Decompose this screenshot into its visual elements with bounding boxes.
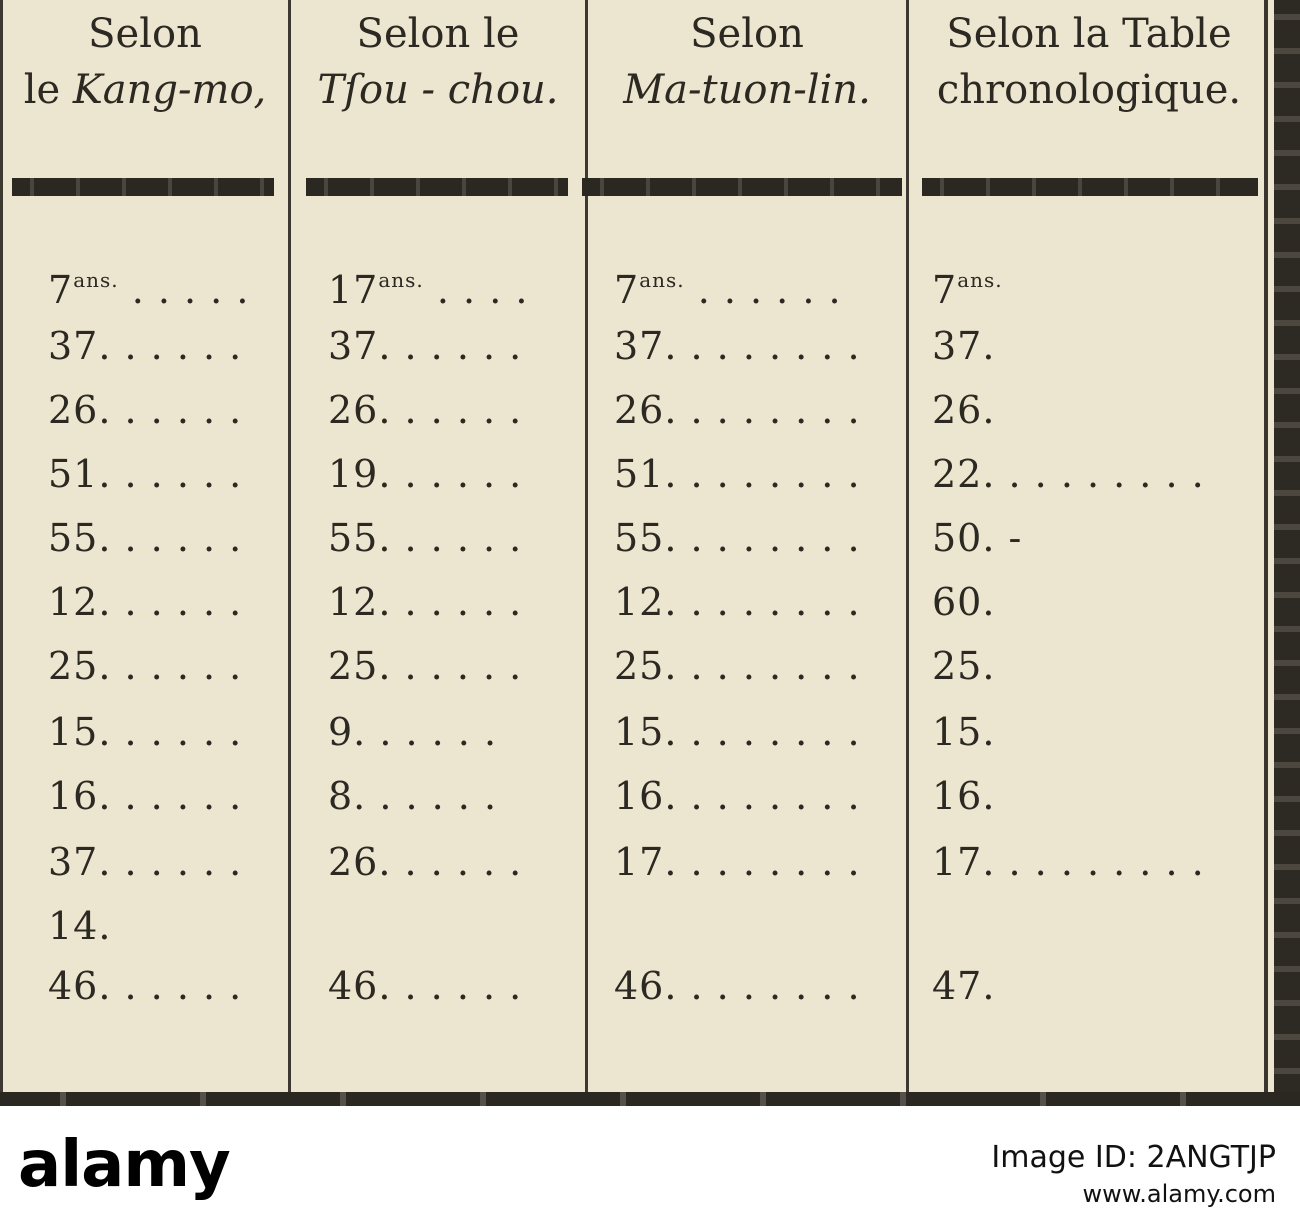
- table-cell: 37.: [932, 324, 996, 368]
- bottom-rule: [0, 1092, 1300, 1106]
- table-cell: 46. . . . . . . .: [614, 964, 861, 1008]
- table-cell: 12. . . . . .: [48, 580, 243, 624]
- table-cell: 17. . . . . . . .: [614, 840, 861, 884]
- table-cell: 37. . . . . . . .: [614, 324, 861, 368]
- image-url: www.alamy.com: [1082, 1180, 1276, 1208]
- table-cell: $7^{ans.}$: [932, 268, 1003, 312]
- header-line1: Selon: [88, 11, 202, 57]
- table-cell: $7^{ans.}$ . . . . . .: [614, 268, 842, 312]
- header-table-chronologique: [908, 6, 1270, 118]
- table-cell: 15. . . . . .: [48, 710, 243, 754]
- table-cell: 26. . . . . .: [328, 840, 523, 884]
- table-cell: 15. . . . . . . .: [614, 710, 861, 754]
- table-cell: $7^{ans.}$ . . . . .: [48, 268, 250, 312]
- right-border: [1274, 0, 1300, 1092]
- table-cell: 25. . . . . . . .: [614, 644, 861, 688]
- table-cell: 46. . . . . .: [48, 964, 243, 1008]
- table-cell: 26. . . . . .: [328, 388, 523, 432]
- table-cell: 55. . . . . .: [48, 516, 243, 560]
- header-line2: le Kang-mo,: [23, 67, 267, 113]
- table-cell: 51. . . . . .: [48, 452, 243, 496]
- header-line2: Tſou - chou.: [317, 67, 559, 113]
- column-rule-1: [288, 0, 291, 1092]
- header-rule-2: [306, 178, 568, 196]
- table-cell: 55. . . . . . . .: [614, 516, 861, 560]
- header-ma-tuon-lin: [588, 6, 906, 118]
- header-rule-3: [582, 178, 902, 196]
- table-cell: 16.: [932, 774, 996, 818]
- watermark-bar: [0, 1106, 1300, 1226]
- header-line2: chronologique.: [936, 67, 1242, 113]
- table-cell: 37. . . . . .: [48, 324, 243, 368]
- header-line1: Selon: [690, 11, 804, 57]
- table-cell: 37. . . . . .: [48, 840, 243, 884]
- header-kang-mo: [0, 6, 290, 118]
- table-cell: $17^{ans.}$ . . . .: [328, 268, 529, 312]
- alamy-logo: alamy: [18, 1128, 230, 1202]
- table-cell: 25. . . . . .: [48, 644, 243, 688]
- header-line1: Selon la Table: [946, 11, 1232, 57]
- table-cell: 16. . . . . . . .: [614, 774, 861, 818]
- table-cell: 9. . . . . .: [328, 710, 498, 754]
- table-cell: 16. . . . . .: [48, 774, 243, 818]
- table-cell: 47.: [932, 964, 996, 1008]
- table-cell: 55. . . . . .: [328, 516, 523, 560]
- left-rule: [0, 0, 3, 1092]
- table-cell: 8. . . . . .: [328, 774, 498, 818]
- table-cell: 37. . . . . .: [328, 324, 523, 368]
- header-line1: Selon le: [356, 11, 520, 57]
- table-cell: 60.: [932, 580, 996, 624]
- table-cell: 19. . . . . .: [328, 452, 523, 496]
- table-cell: 26.: [932, 388, 996, 432]
- header-rule-4: [922, 178, 1258, 196]
- table-cell: 12. . . . . . . .: [614, 580, 861, 624]
- table-cell: 26. . . . . .: [48, 388, 243, 432]
- table-cell: 46. . . . . .: [328, 964, 523, 1008]
- table-cell: 25.: [932, 644, 996, 688]
- table-cell: 14.: [48, 904, 112, 948]
- table-cell: 25. . . . . .: [328, 644, 523, 688]
- table-cell: 15.: [932, 710, 996, 754]
- column-rule-2: [585, 0, 588, 1092]
- table-cell: 22. . . . . . . . .: [932, 452, 1205, 496]
- column-rule-3: [906, 0, 909, 1092]
- header-line2: Ma-tuon-lin.: [623, 67, 871, 113]
- table-cell: 51. . . . . . . .: [614, 452, 861, 496]
- table-cell: 12. . . . . .: [328, 580, 523, 624]
- header-tsou-chou: [290, 6, 586, 118]
- table-cell: 17. . . . . . . . .: [932, 840, 1205, 884]
- image-id: Image ID: 2ANGTJP: [991, 1140, 1276, 1175]
- header-rule-1: [12, 178, 274, 196]
- table-cell: 50. -: [932, 516, 1023, 560]
- table-cell: 26. . . . . . . .: [614, 388, 861, 432]
